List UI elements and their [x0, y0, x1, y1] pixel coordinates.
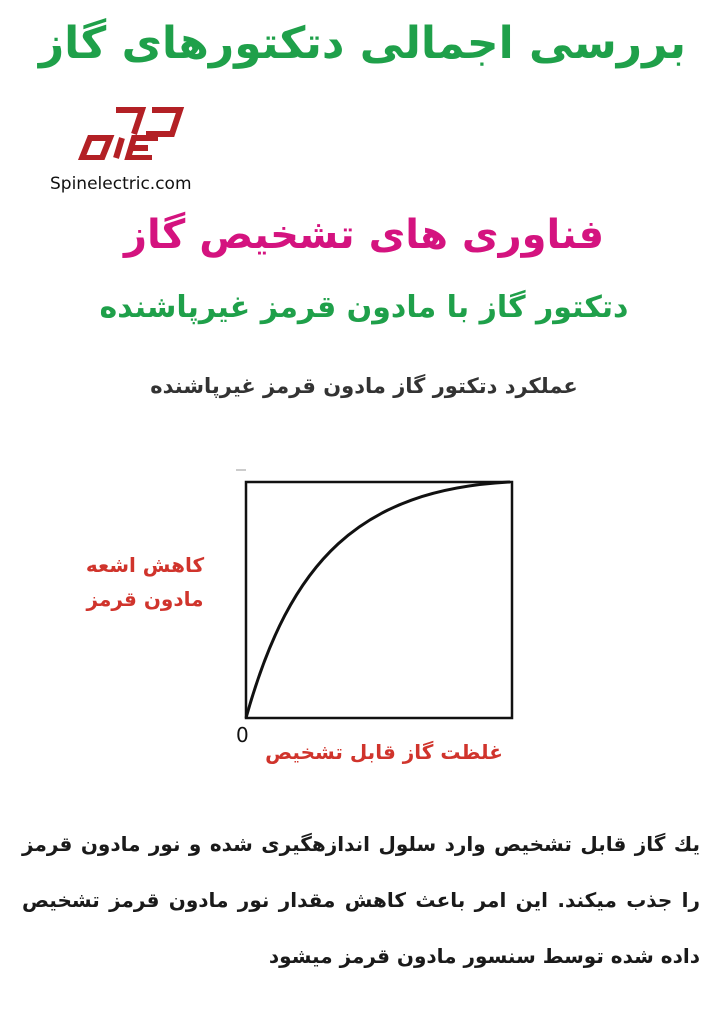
- spinelectric-logo: [76, 104, 188, 160]
- absorption-curve: [246, 482, 510, 718]
- x-axis-label: غلظت گاز قابل تشخیص: [265, 740, 503, 764]
- diagram-caption: عملکرد دتکتور گاز مادون قرمز غیرپاشنده: [150, 374, 578, 398]
- y-axis-label: کاهش اشعه مادون قرمز: [85, 553, 205, 611]
- main-title: بررسی اجمالی دتکتورهای گاز: [38, 18, 686, 69]
- body-paragraph: يك گاز قابل تشخيص وارد سلول اندازهگیری شده و نور مادون قرمز را جذب میکند. این امر باعث کاهش مقدار نور مادون قرمز تشخیص داده شده توسط سنسور مادون قرمز میشود: [22, 832, 700, 968]
- section-title: فناوری های تشخیص گاز: [123, 212, 605, 258]
- origin-label: 0: [236, 723, 249, 747]
- section-subtitle: دتکتور گاز با مادون قرمز غیرپاشنده: [99, 290, 629, 325]
- diagram-frame: [246, 482, 512, 718]
- site-url: Spinelectric.com: [50, 174, 192, 194]
